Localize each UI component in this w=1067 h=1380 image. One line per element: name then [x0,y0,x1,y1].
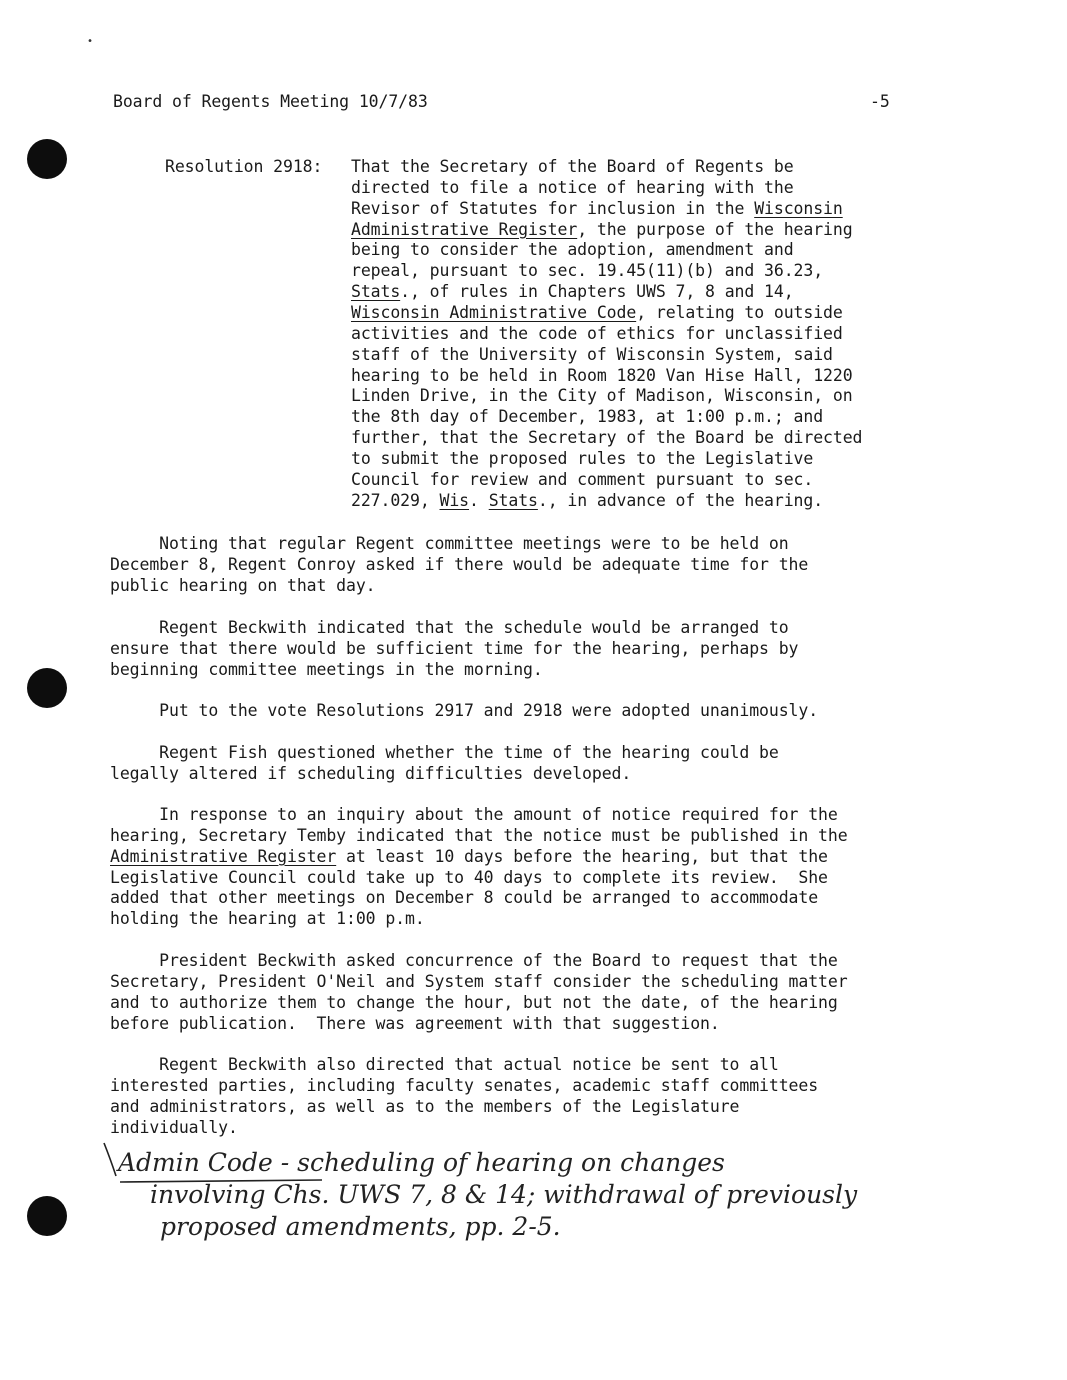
text-run: to submit the proposed rules to the Legislative [351,448,814,468]
text-run: repeal, pursuant to sec. 19.45(11)(b) and 36.23, [351,261,824,281]
text-run: the 8th day of December, 1983, at 1:00 p.m.; and [351,407,824,427]
text-run: activities and the code of ethics for unclassified [351,323,843,343]
underlined-citation: Administrative Register [110,846,337,866]
scan-speck: • [87,36,94,47]
underlined-citation: Wisconsin Administrative Code [351,302,637,322]
underlined-citation: Wisconsin [754,198,843,218]
text-run: , the purpose of the hearing [577,219,853,239]
text-run: Secretary, President O'Neil and System staff consider the scheduling matter [110,971,848,991]
text-run: and to authorize them to change the hour, but not the date, of the hearing [110,992,838,1012]
text-run: Linden Drive, in the City of Madison, Wisconsin, on [351,386,853,406]
handwritten-note-line-3: proposed amendments, pp. 2-5. [160,1212,561,1241]
text-run: That the Secretary of the Board of Regents be [351,157,794,176]
text-run: President Beckwith asked concurrence of the Board to request that the [110,951,838,970]
text-run: Put to the vote Resolutions 2917 and 2918 were adopted unanimously. [110,701,819,720]
text-run: public hearing on that day. [110,575,376,595]
text-run: further, that the Secretary of the Board be directed [351,428,863,448]
handwritten-check-mark [104,1143,116,1176]
text-run: interested parties, including faculty senates, academic staff committees [110,1075,819,1095]
text-run: legally altered if scheduling difficulties developed. [110,763,632,783]
text-run: ., in advance of the hearing. [537,490,824,510]
text-run: Revisor of Statutes for inclusion in the [351,198,755,218]
text-run: being to consider the adoption, amendment and [351,240,794,260]
text-run: December 8, Regent Conroy asked if there would be adequate time for the [110,554,809,574]
handwritten-note-line-1: Admin Code - scheduling of hearing on changes [118,1148,725,1177]
page-header-title: Board of Regents Meeting 10/7/83 [113,92,428,111]
text-run: Regent Beckwith also directed that actual notice be sent to all [110,1055,779,1074]
text-run: Legislative Council could take up to 40 days to complete its review. She [110,867,828,887]
text-run: Regent Fish questioned whether the time of the hearing could be [110,743,779,762]
page-number: -5 [870,92,890,111]
text-run: staff of the University of Wisconsin System, said [351,344,833,364]
underlined-citation: Stats [488,490,538,510]
text-run: before publication. There was agreement with that suggestion. [110,1013,720,1033]
text-run: individually. [110,1117,238,1137]
underlined-citation: Stats [351,282,401,302]
text-run: directed to file a notice of hearing with the [351,177,794,197]
text-run: at least 10 days before the hearing, but that the [336,846,828,866]
text-run: . [469,490,489,510]
text-run: , relating to outside [636,302,843,322]
text-run: ., of rules in Chapters UWS 7, 8 and 14, [400,282,794,302]
text-run: hearing to be held in Room 1820 Van Hise Hall, 1220 [351,365,853,385]
text-run: In response to an inquiry about the amount of notice required for the [110,805,838,824]
text-run: and administrators, as well as to the members of the Legislature [110,1096,740,1116]
text-run: holding the hearing at 1:00 p.m. [110,909,425,929]
text-run: beginning committee meetings in the morning. [110,659,543,679]
text-run: Council for review and comment pursuant to sec. [351,469,814,489]
handwritten-note-line-2: involving Chs. UWS 7, 8 & 14; withdrawal of previously [150,1180,858,1209]
text-run: 227.029, [351,490,440,510]
text-run: Regent Beckwith indicated that the schedule would be arranged to [110,618,789,637]
underlined-citation: Administrative Register [351,219,578,239]
text-run: added that other meetings on December 8 could be arranged to accommodate [110,888,819,908]
underlined-citation: Wis [439,490,470,510]
text-run: hearing, Secretary Temby indicated that the notice must be published in the [110,825,848,845]
text-run: Noting that regular Regent committee meetings were to be held on [110,534,789,553]
text-run: ensure that there would be sufficient time for the hearing, perhaps by [110,638,799,658]
resolution-label: Resolution 2918: [165,157,323,176]
